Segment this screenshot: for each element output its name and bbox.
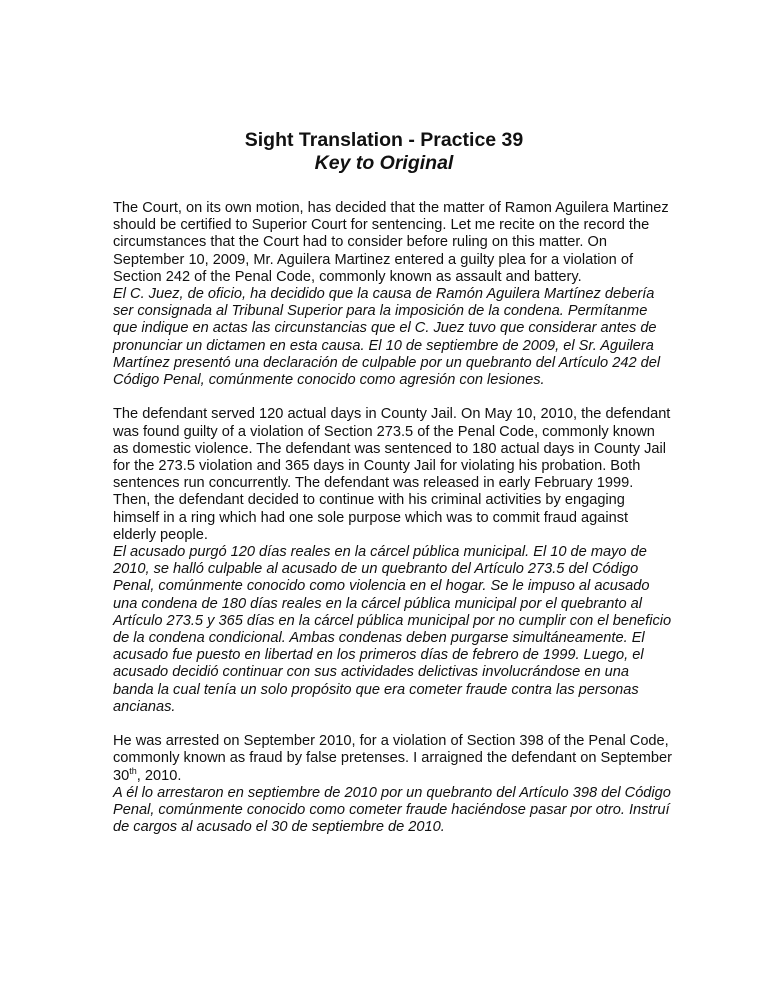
paragraph-spanish-1: El C. Juez, de oficio, ha decidido que la causa de Ramón Aguilera Martínez debería ser consignada al Tribunal Superior para la imposición de la condena. Permítanme que indique en actas las circunstancias que el C. Juez tuvo que considerar antes de pronunciar un dictamen en esta causa. El 10 de septiembre de 2009, el Sr. Aguilera Martínez presentó una declaración de culpable por un quebranto del Artículo 242 del Código Penal, comúnmente conocido como agresión con lesiones. xyxy=(113,286,661,389)
paragraph-spanish-3: A él lo arrestaron en septiembre de 2010 por un quebranto del Artículo 398 del Código Penal, comúnmente conocido como cometer fraude haciéndose pasar por otro. Instruí de cargos al acusado el 30 de septiembre de 2010. xyxy=(113,784,671,836)
paragraph-english-1: The Court, on its own motion, has decided that the matter of Ramon Aguilera Martinez should be certified to Superior Court for sentencing. Let me recite on the record the circumstances that the Court had to consider before ruling on this matter. On September 10, 2009, Mr. Aguilera Martinez entered a guilty plea for a violation of Section 242 of the Penal Code, commonly known as assault and battery. xyxy=(113,200,669,285)
document-subtitle: Key to Original xyxy=(314,152,454,174)
paragraph-gap xyxy=(113,389,673,406)
ordinal-suffix: th xyxy=(129,765,137,776)
paragraph-english-3 xyxy=(113,733,673,785)
document-body xyxy=(113,200,673,836)
paragraph-gap xyxy=(113,716,673,733)
document-title: Sight Translation - Practice 39 xyxy=(244,129,524,151)
paragraph-english-3-tail: , 2010. xyxy=(136,767,182,784)
paragraph-english-3-text: He was arrested on September 2010, for a violation of Section 398 of the Penal Code, commonly known as fraud by false pretenses. I arraigned the defendant on September 30 xyxy=(113,733,672,784)
paragraph-english-2: The defendant served 120 actual days in County Jail. On May 10, 2010, the defendant was found guilty of a violation of Section 273.5 of the Penal Code, commonly known as domestic violence. The defendant was sentenced to 180 actual days in County Jail for the 273.5 violation and 365 days in County Jail for violating his probation. Both sentences run concurrently. The defendant was released in early February 1999. Then, the defendant decided to continue with his criminal activities by engaging himself in a ring which had one sole purpose which was to commit fraud against elderly people. xyxy=(113,406,671,543)
paragraph-spanish-2: El acusado purgó 120 días reales en la cárcel pública municipal. El 10 de mayo de 2010, se halló culpable al acusado de un quebranto del Artículo 273.5 del Código Penal, comúnmente conocido como violencia en el hogar. Se le impuso al acusado una condena de 180 días reales en la cárcel pública municipal por el quebranto al Artículo 273.5 y 365 días en la cárcel pública municipal por no cumplir con el beneficio de la condena condicional. Ambas condenas deben purgarse simultáneamente. El acusado fue puesto en libertad en los primeros días de febrero de 1999. Luego, el acusado decidió continuar con sus actividades delictivas involucrándose en una banda la cual tenía un solo propósito que era cometer fraude contra las personas ancianas. xyxy=(113,544,672,715)
